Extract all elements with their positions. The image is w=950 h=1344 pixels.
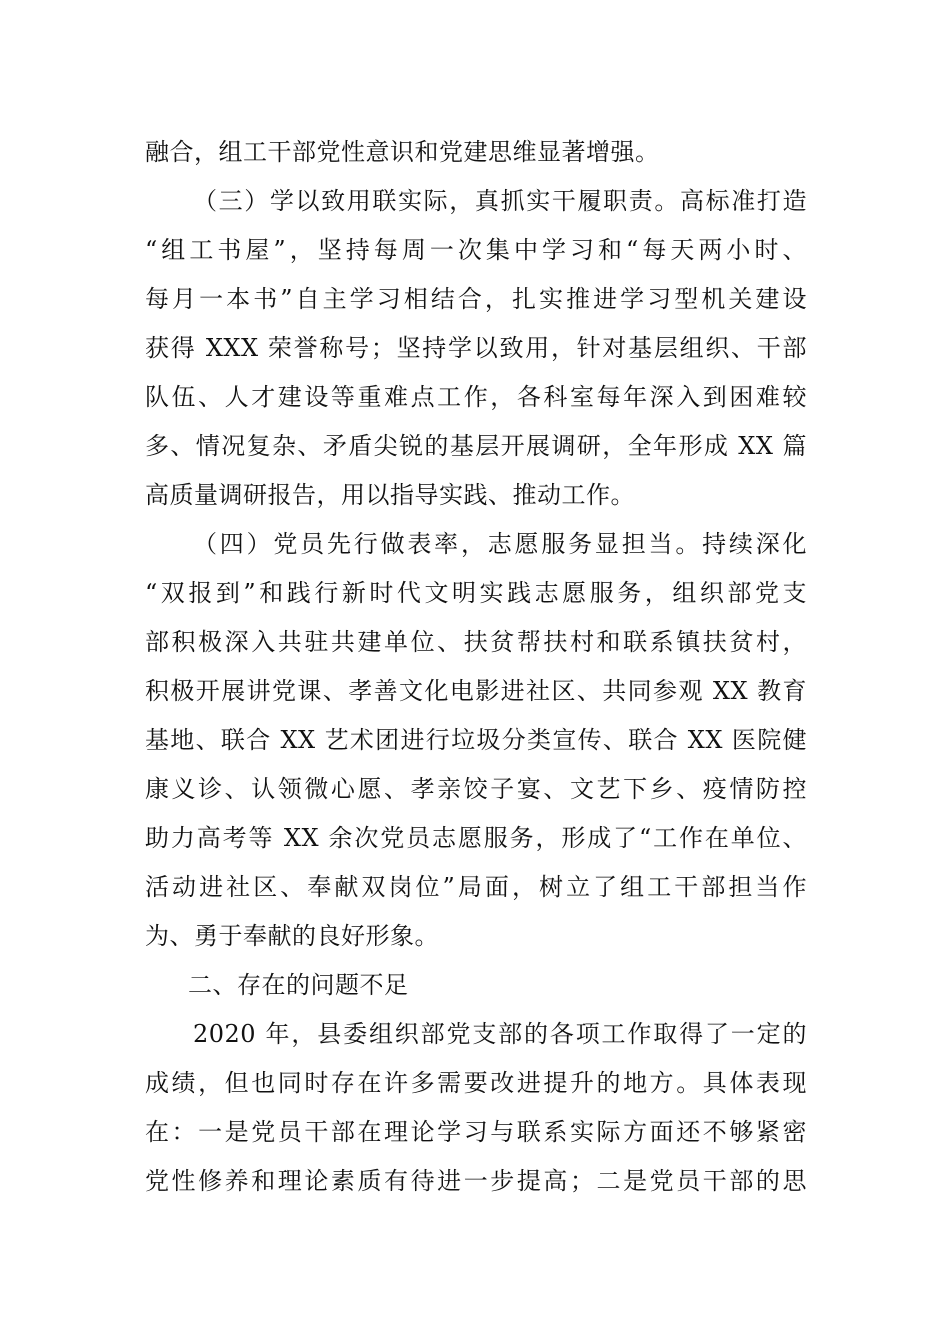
text-line: 多、情况复杂、矛盾尖锐的基层开展调研，全年形成 XX 篇 bbox=[145, 432, 807, 460]
text-line: 成绩，但也同时存在许多需要改进提升的地方。具体表现 bbox=[145, 1069, 807, 1097]
text-line: 队伍、人才建设等重难点工作，各科室每年深入到困难较 bbox=[145, 383, 807, 411]
text-line: 每月一本书”自主学习相结合，扎实推进学习型机关建设 bbox=[145, 285, 807, 313]
text-line: 康义诊、认领微心愿、孝亲饺子宴、文艺下乡、疫情防控 bbox=[145, 775, 807, 803]
text-line: （四）党员先行做表率，志愿服务显担当。持续深化 bbox=[193, 530, 807, 558]
text-line: 积极开展讲党课、孝善文化电影进社区、共同参观 XX 教育 bbox=[145, 677, 807, 705]
text-line: 部积极深入共驻共建单位、扶贫帮扶村和联系镇扶贫村， bbox=[145, 628, 807, 656]
text-line: 基地、联合 XX 艺术团进行垃圾分类宣传、联合 XX 医院健 bbox=[145, 726, 807, 754]
text-line: 助力高考等 XX 余次党员志愿服务，形成了“工作在单位、 bbox=[145, 824, 807, 852]
text-line: 融合，组工干部党性意识和党建思维显著增强。 bbox=[145, 138, 660, 166]
text-line: 活动进社区、奉献双岗位”局面，树立了组工干部担当作 bbox=[145, 873, 807, 901]
text-line: 党性修养和理论素质有待进一步提高；二是党员干部的思 bbox=[145, 1167, 807, 1195]
text-line: 2020 年，县委组织部党支部的各项工作取得了一定的 bbox=[193, 1020, 807, 1048]
text-line: （三）学以致用联实际，真抓实干履职责。高标准打造 bbox=[193, 187, 807, 215]
document-body bbox=[145, 128, 807, 1206]
text-line: 高质量调研报告，用以指导实践、推动工作。 bbox=[145, 481, 635, 509]
text-line: 为、勇于奉献的良好形象。 bbox=[145, 922, 439, 950]
section-heading: 二、存在的问题不足 bbox=[188, 971, 409, 999]
text-line: “双报到”和践行新时代文明实践志愿服务，组织部党支 bbox=[145, 579, 807, 607]
text-line: 获得 XXX 荣誉称号；坚持学以致用，针对基层组织、干部 bbox=[145, 334, 807, 362]
text-line: “组工书屋”，坚持每周一次集中学习和“每天两小时、 bbox=[145, 236, 807, 264]
text-line: 在：一是党员干部在理论学习与联系实际方面还不够紧密 bbox=[145, 1118, 807, 1146]
